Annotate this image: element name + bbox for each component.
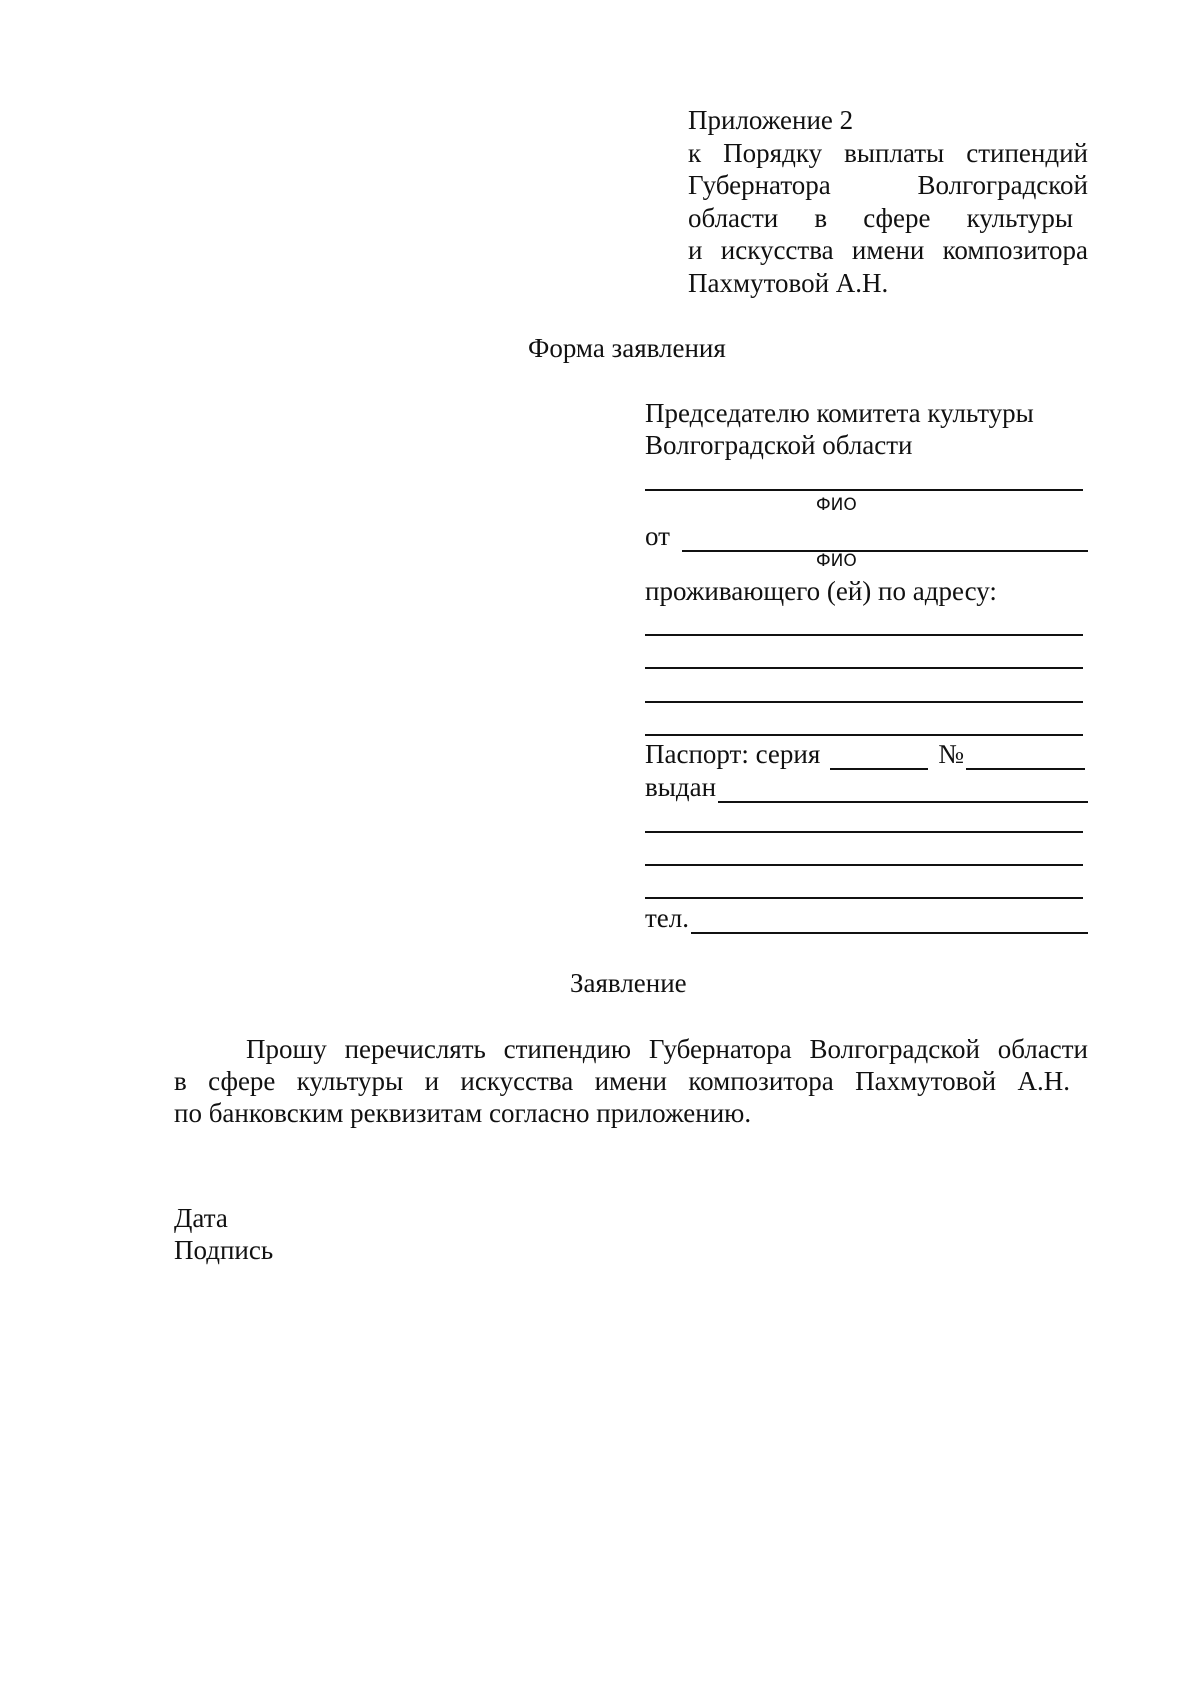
address-label: проживающего (ей) по адресу: [645, 576, 997, 606]
issued-line[interactable] [718, 777, 1088, 803]
address-line[interactable] [645, 634, 1083, 636]
issued-line[interactable] [645, 864, 1083, 866]
appendix-title: Приложение 2 [688, 105, 854, 135]
address-line[interactable] [645, 701, 1083, 703]
addressee-line: Волгоградской области [645, 430, 913, 460]
form-title: Форма заявления [528, 333, 726, 363]
appendix-line: области в сфере культуры [688, 203, 1073, 233]
statement-body-line: Прошу перечислять стипендию Губернатора Волгоградской области [246, 1034, 1088, 1064]
appendix-line: Губернатора Волгоградской [688, 170, 1088, 200]
from-label: от [645, 521, 670, 551]
addressee-name-line[interactable] [645, 489, 1083, 491]
passport-row [645, 738, 1085, 770]
phone-row [645, 902, 1088, 934]
signature-label: Подпись [174, 1235, 274, 1265]
passport-number-line[interactable] [966, 744, 1085, 770]
passport-number-label: № [938, 739, 965, 769]
appendix-line: к Порядку выплаты стипендий [688, 138, 1088, 168]
passport-series-line[interactable] [830, 742, 928, 770]
appendix-line: Пахмутовой А.Н. [688, 268, 889, 298]
phone-label: тел. [645, 903, 690, 933]
issued-label: выдан [645, 772, 717, 802]
phone-line[interactable] [691, 908, 1088, 934]
statement-body-line: по банковским реквизитам согласно приложению. [174, 1098, 752, 1128]
issued-line[interactable] [645, 831, 1083, 833]
address-line[interactable] [645, 667, 1083, 669]
address-line[interactable] [645, 734, 1083, 736]
passport-series-label: Паспорт: серия [645, 739, 821, 769]
applicant-name-row [645, 520, 1088, 552]
appendix-line: и искусства имени композитора [688, 235, 1088, 265]
statement-body-line: в сфере культуры и искусства имени композитора Пахмутовой А.Н. [174, 1066, 1070, 1096]
issued-row [645, 771, 1088, 803]
statement-title: Заявление [570, 968, 687, 998]
addressee-line: Председателю комитета культуры [645, 398, 1034, 428]
issued-line[interactable] [645, 897, 1083, 899]
fio-caption: ФИО [816, 551, 857, 571]
fio-caption: ФИО [816, 495, 857, 515]
applicant-name-line[interactable] [682, 526, 1088, 552]
date-label: Дата [174, 1203, 228, 1233]
